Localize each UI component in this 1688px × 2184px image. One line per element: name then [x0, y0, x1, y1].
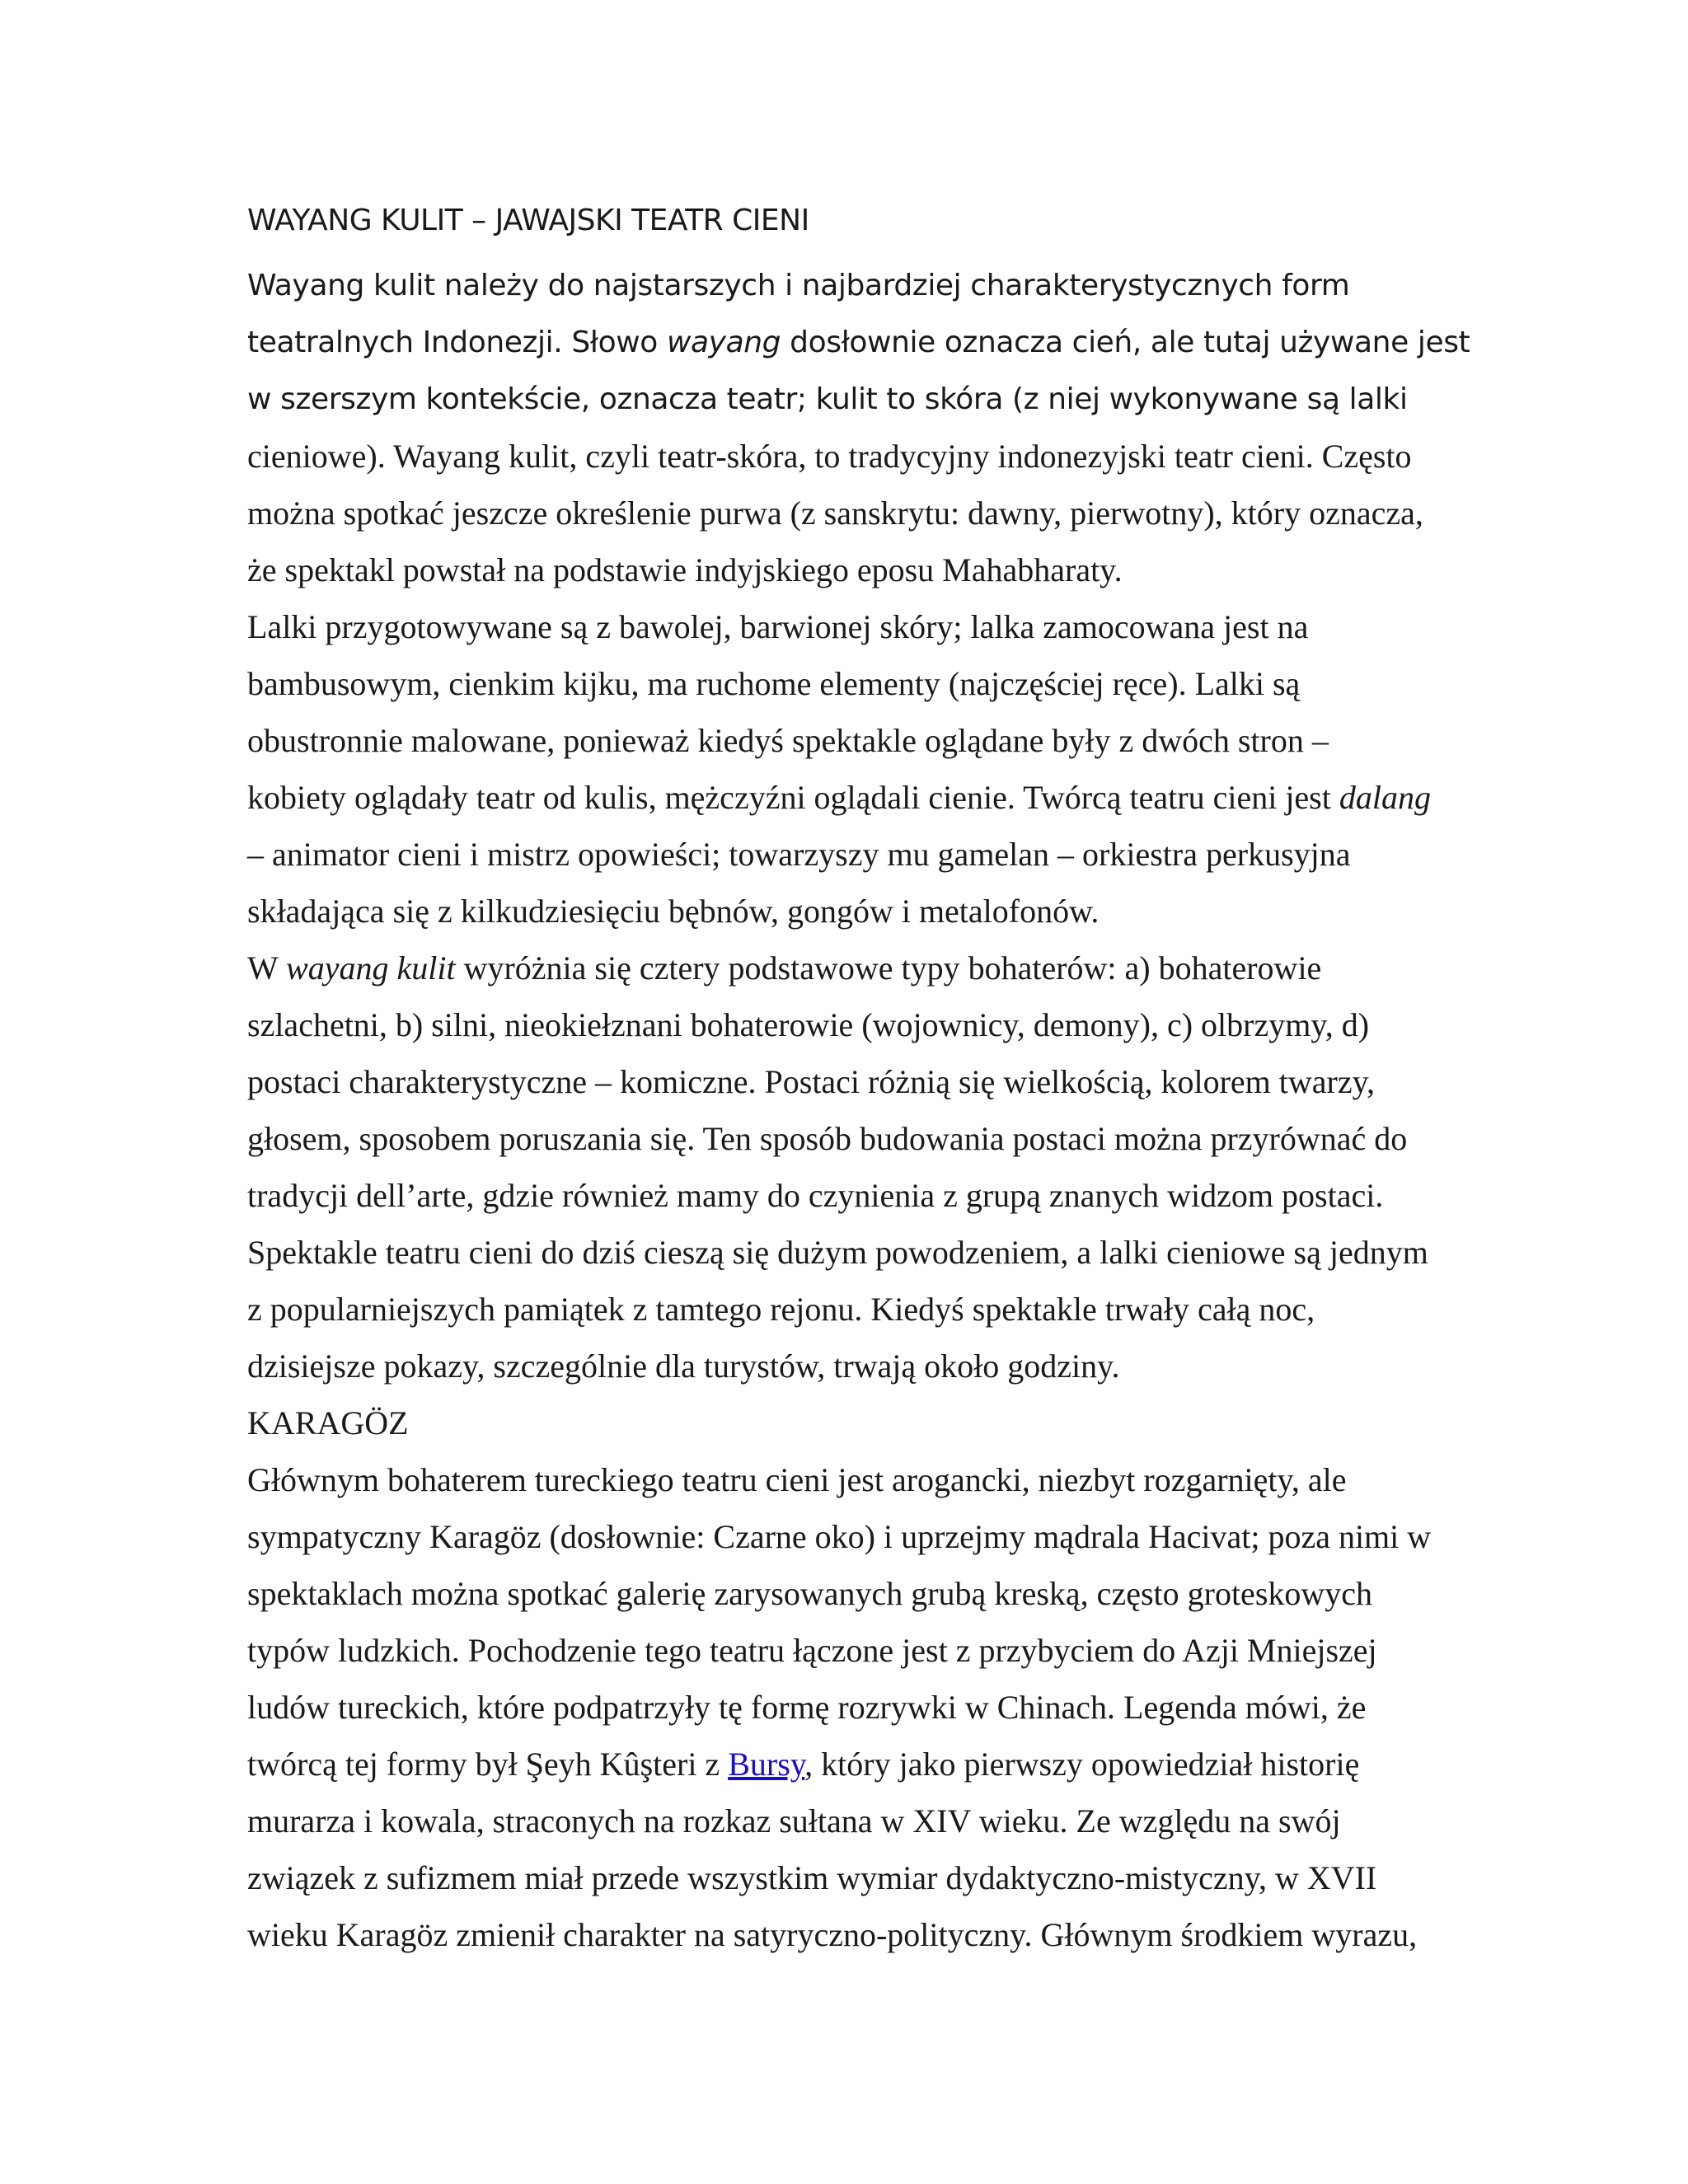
text-line: wieku Karagöz zmienił charakter na satyryczno-polityczny. Głównym środkiem wyrazu, [247, 1916, 1418, 1953]
text-line: bambusowym, cienkim kijku, ma ruchome elementy (najczęściej ręce). Lalki są [247, 665, 1301, 702]
paragraph-karagoz [247, 1451, 1442, 1963]
text-line: Lalki przygotowywane są z bawolej, barwionej skóry; lalka zamocowana jest na [247, 608, 1309, 645]
text-line: teatralnych Indonezji. Słowo wayang dosłownie oznacza cień, ale tutaj używane jest [247, 326, 1470, 359]
paragraph-wayang-intro [247, 257, 1470, 598]
text-line: Spektakle teatru cieni do dziś cieszą się dużym powodzeniem, a lalki cieniowe są jednym [247, 1234, 1428, 1271]
bursy-link[interactable]: Bursy [728, 1746, 805, 1783]
text-line: składająca się z kilkudziesięciu bębnów, gongów i metalofonów. [247, 893, 1100, 930]
section-heading-karagoz [247, 1394, 1442, 1451]
text-line: obustronnie malowane, ponieważ kiedyś spektakle oglądane były z dwóch stron – [247, 722, 1329, 759]
text-line: cieniowe). Wayang kulit, czyli teatr-skóra, to tradycyjny indonezyjski teatr cieni. Często [247, 438, 1412, 475]
text-line: murarza i kowala, straconych na rozkaz sułtana w XIV wieku. Ze względu na swój [247, 1802, 1341, 1840]
text-line: głosem, sposobem poruszania się. Ten sposób budowania postaci można przyrównać do [247, 1120, 1408, 1157]
italic-term: dalang [1339, 779, 1431, 816]
text-line: tradycji dell’arte, gdzie również mamy do czynienia z grupą znanych widzom postaci. [247, 1177, 1384, 1214]
paragraph-hero-types [247, 940, 1442, 1394]
document-title: WAYANG KULIT – JAWAJSKI TEATR CIENI [247, 204, 809, 237]
text-line: kobiety oglądały teatr od kulis, mężczyźni oglądali cienie. Twórcą teatru cieni jest dalang [247, 779, 1431, 816]
text-line: spektaklach można spotkać galerię zarysowanych grubą kreską, często groteskowych [247, 1575, 1373, 1612]
text-line: Wayang kulit należy do najstarszych i najbardziej charakterystycznych form [247, 269, 1350, 302]
text-line: z popularniejszych pamiątek z tamtego rejonu. Kiedyś spektakle trwały całą noc, [247, 1291, 1315, 1328]
text-line: można spotkać jeszcze określenie purwa (z sanskrytu: dawny, pierwotny), który oznacza, [247, 494, 1423, 532]
text-line: W wayang kulit wyróżnia się cztery podstawowe typy bohaterów: a) bohaterowie [247, 949, 1322, 987]
text-line: postaci charakterystyczne – komiczne. Postaci różnią się wielkością, kolorem twarzy, [247, 1063, 1376, 1100]
text-line: dzisiejsze pokazy, szczególnie dla turystów, trwają około godziny. [247, 1347, 1120, 1385]
heading-line: KARAGÖZ [247, 1404, 409, 1441]
text-line: – animator cieni i mistrz opowieści; towarzyszy mu gamelan – orkiestra perkusyjna [247, 836, 1351, 873]
document-body [247, 196, 1470, 1963]
text-line: Głównym bohaterem tureckiego teatru cieni jest arogancki, niezbyt rozgarnięty, ale [247, 1461, 1347, 1498]
text-line: sympatyczny Karagöz (dosłownie: Czarne oko) i uprzejmy mądrala Hacivat; poza nimi w [247, 1518, 1432, 1555]
text-line: szlachetni, b) silni, nieokiełznani bohaterowie (wojownicy, demony), c) olbrzymy, d) [247, 1006, 1370, 1043]
paragraph-puppets [247, 598, 1442, 940]
text-line: w szerszym kontekście, oznacza teatr; kulit to skóra (z niej wykonywane są lalki [247, 382, 1408, 416]
text-line: związek z sufizmem miał przede wszystkim wymiar dydaktyczno-mistyczny, w XVII [247, 1859, 1377, 1896]
text-line: typów ludzkich. Pochodzenie tego teatru łączone jest z przybyciem do Azji Mniejszej [247, 1632, 1377, 1669]
text-line: twórcą tej formy był Şeyh Kûşteri z Bursy, który jako pierwszy opowiedział historię [247, 1746, 1360, 1783]
text-line: że spektakl powstał na podstawie indyjskiego eposu Mahabharaty. [247, 551, 1123, 588]
italic-term: wayang kulit [286, 949, 456, 987]
text-line: ludów tureckich, które podpatrzyły tę formę rozrywki w Chinach. Legenda mówi, że [247, 1689, 1367, 1726]
italic-term: wayang [666, 326, 781, 359]
